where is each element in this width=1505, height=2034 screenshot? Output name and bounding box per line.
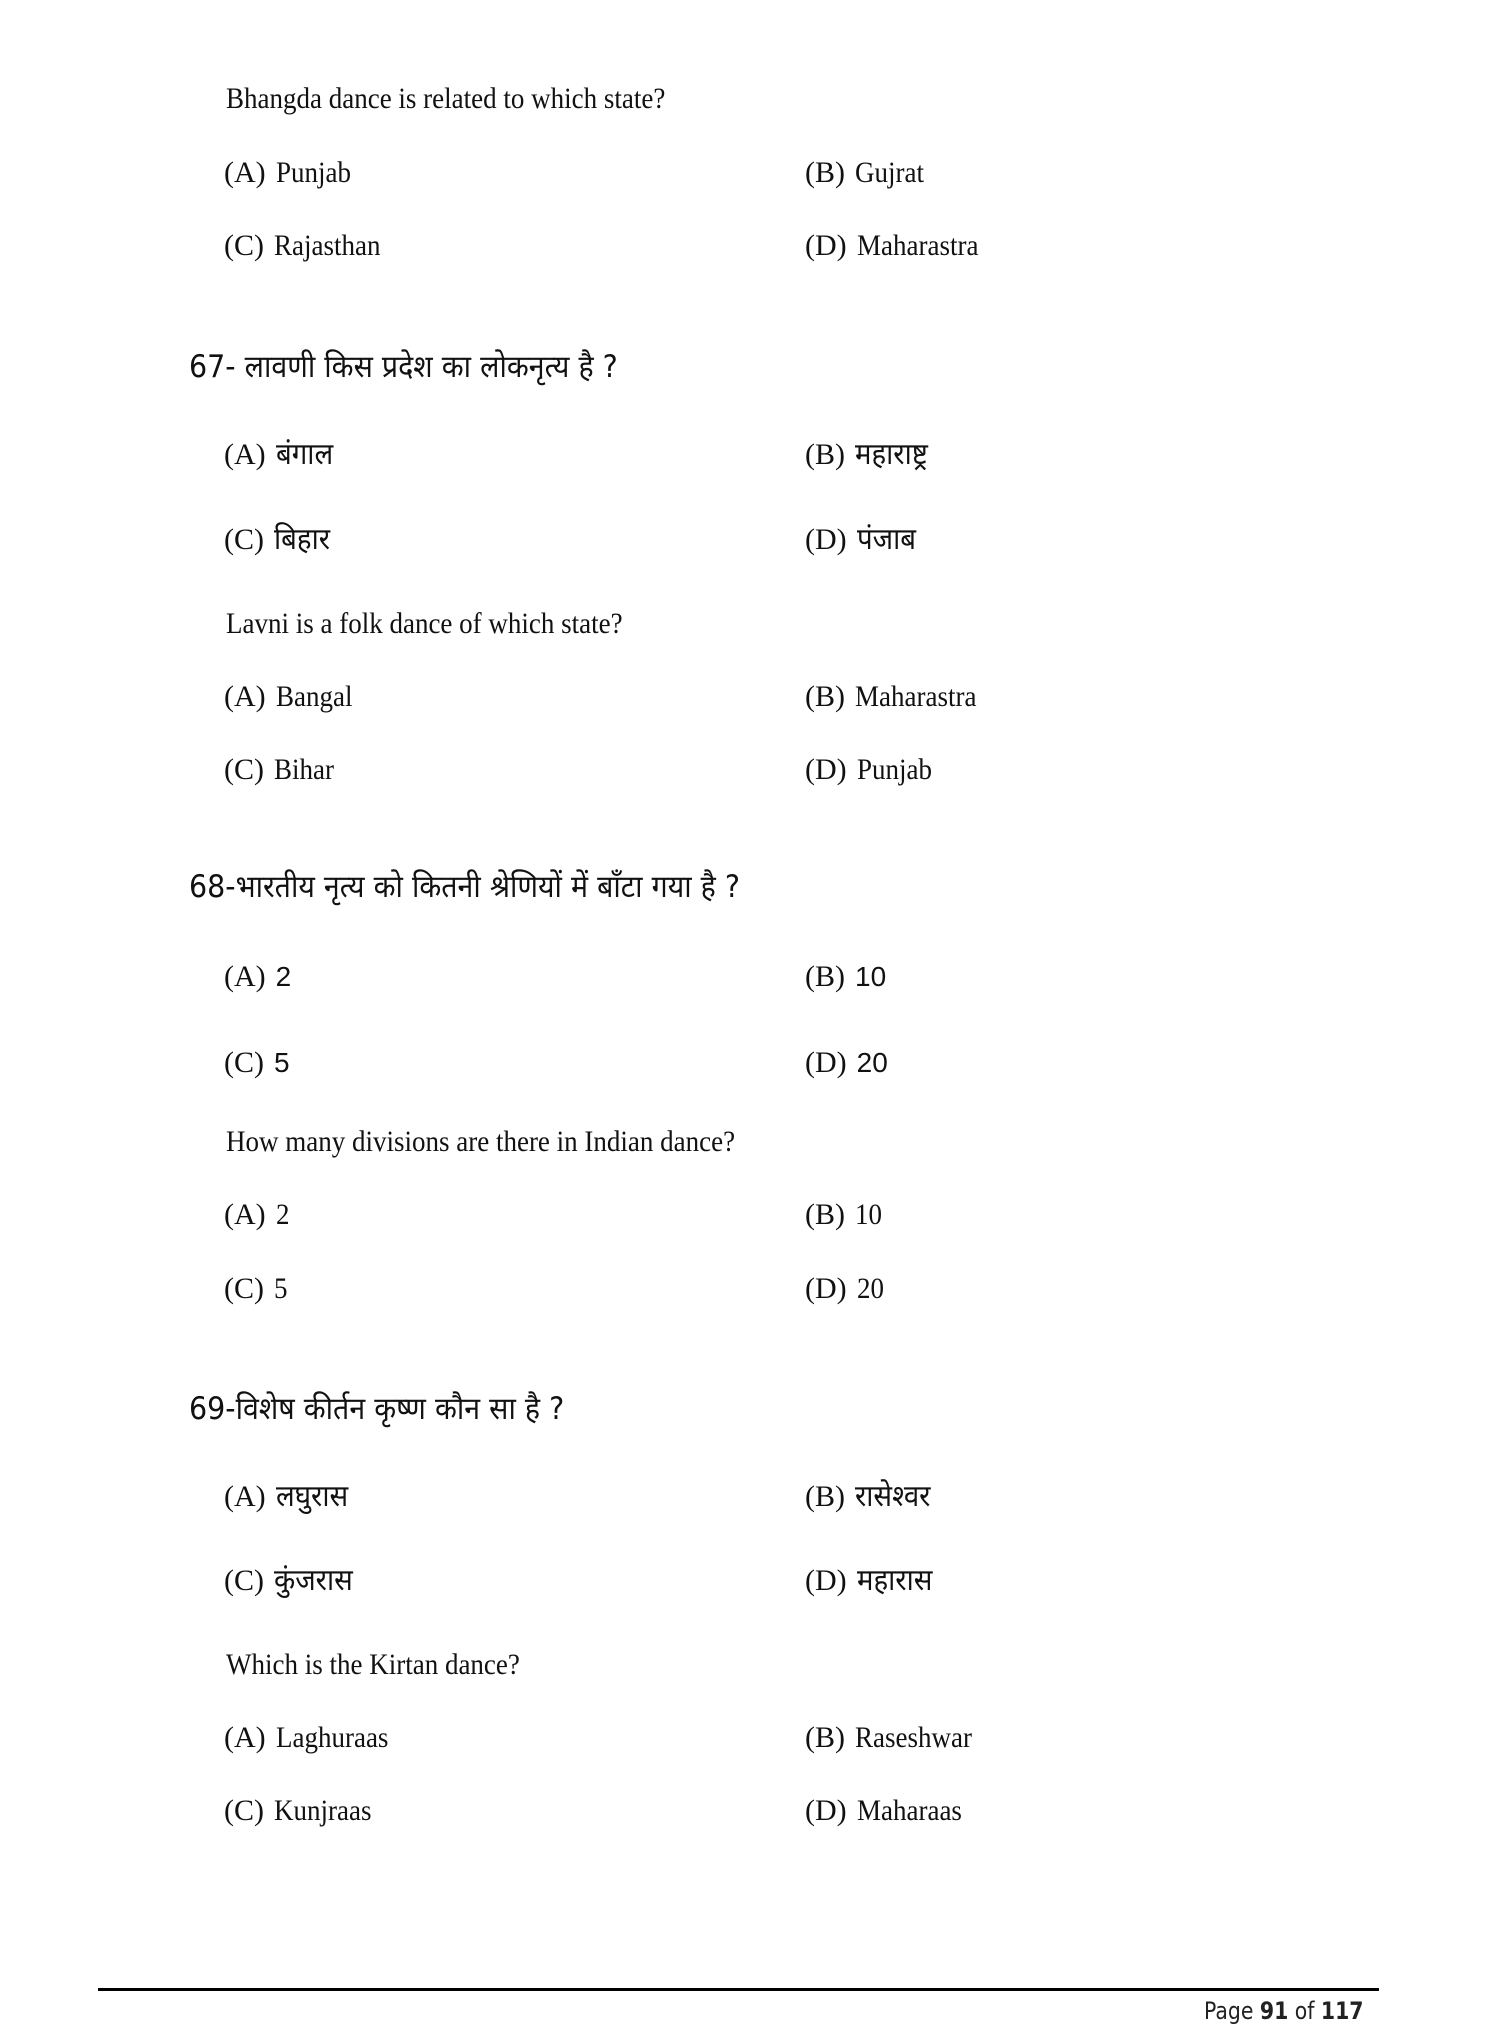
option-a [224, 437, 338, 472]
page-current: 91 [1259, 1997, 1289, 2025]
option-label: (D) [805, 1564, 847, 1597]
option-label: (B) [805, 1721, 845, 1754]
option-label: (A) [224, 1480, 266, 1513]
option-label: (A) [224, 1198, 266, 1231]
option-text: 2 [275, 1198, 290, 1231]
question-text: 69-विशेष कीर्तन कृष्ण कौन सा है ? [189, 1391, 565, 1427]
question-text: How many divisions are there in Indian dance? [226, 1125, 736, 1158]
option-a [224, 1479, 354, 1514]
option-label: (D) [805, 229, 847, 262]
option-label: (C) [224, 1046, 264, 1079]
option-text: Kunjraas [274, 1794, 372, 1827]
option-text: 2 [275, 961, 292, 992]
option-c [224, 1048, 290, 1078]
option-text: महारास [856, 1563, 933, 1598]
option-a [224, 962, 291, 992]
option-label: (A) [224, 438, 266, 471]
option-b [805, 437, 934, 472]
option-text: महाराष्ट्र [855, 437, 928, 472]
option-b [805, 1479, 937, 1514]
option-label: (A) [224, 680, 266, 713]
option-a [224, 1200, 291, 1230]
option-text: Maharastra [856, 229, 979, 262]
option-label: (A) [224, 1721, 266, 1754]
option-c [224, 755, 341, 785]
option-text: Laghuraas [275, 1721, 389, 1754]
option-text: Maharaas [856, 1794, 962, 1827]
option-label: (B) [805, 1198, 845, 1231]
option-label: (C) [224, 1794, 264, 1827]
option-text: रासेश्वर [855, 1479, 931, 1514]
option-label: (D) [805, 1046, 847, 1079]
option-text: 10 [855, 961, 887, 992]
option-label: (B) [805, 960, 845, 993]
page-prefix: Page [1204, 1997, 1260, 2025]
option-d [805, 755, 940, 785]
option-a [224, 1723, 401, 1753]
option-a [224, 158, 359, 188]
option-text: 20 [856, 1047, 888, 1078]
option-c [224, 1274, 289, 1304]
option-text: Bangal [275, 680, 353, 713]
option-c [224, 1796, 382, 1826]
option-a [224, 682, 361, 712]
option-b [805, 158, 932, 188]
question-text: 67- लावणी किस प्रदेश का लोकनृत्य है ? [189, 349, 618, 385]
option-text: लघुरास [275, 1479, 348, 1514]
option-label: (D) [805, 753, 847, 786]
option-d [805, 1274, 887, 1304]
option-text: Gujrat [855, 156, 924, 189]
question-text: Which is the Kirtan dance? [226, 1648, 520, 1681]
option-text: 5 [274, 1272, 288, 1305]
option-label: (A) [224, 960, 266, 993]
option-label: (B) [805, 1480, 845, 1513]
option-d [805, 1048, 888, 1078]
option-b [805, 1200, 885, 1230]
option-text: Raseshwar [855, 1721, 972, 1754]
option-d [805, 231, 992, 261]
option-label: (C) [224, 229, 264, 262]
option-c [224, 1563, 360, 1598]
option-text: बिहार [274, 522, 331, 557]
question-text: Lavni is a folk dance of which state? [226, 607, 623, 640]
option-text: 10 [855, 1198, 882, 1231]
option-label: (C) [224, 753, 264, 786]
option-text: कुंजरास [274, 1563, 353, 1598]
option-c [224, 231, 392, 261]
page-number [1204, 1997, 1363, 2025]
option-c [224, 522, 335, 557]
option-b [805, 682, 990, 712]
option-text: 20 [856, 1272, 884, 1305]
page-total: 117 [1320, 1997, 1364, 2025]
option-d [805, 1563, 939, 1598]
question-text: 68-भारतीय नृत्य को कितनी श्रेणियों में बाँटा गया है ? [189, 869, 741, 905]
option-label: (D) [805, 1794, 847, 1827]
option-d [805, 1796, 973, 1826]
option-label: (C) [224, 1272, 264, 1305]
option-text: Punjab [275, 156, 351, 189]
option-text: Maharastra [855, 680, 977, 713]
option-text: Punjab [856, 753, 932, 786]
option-label: (A) [224, 156, 266, 189]
footer-divider [98, 1988, 1379, 1991]
option-text: 5 [274, 1047, 290, 1078]
option-label: (D) [805, 523, 847, 556]
option-label: (D) [805, 1272, 847, 1305]
question-text: Bhangda dance is related to which state? [226, 82, 666, 115]
option-b [805, 1723, 985, 1753]
option-text: Bihar [274, 753, 334, 786]
option-b [805, 962, 886, 992]
option-text: Rajasthan [274, 229, 381, 262]
option-text: बंगाल [275, 437, 333, 472]
option-d [805, 522, 921, 557]
option-text: पंजाब [856, 522, 916, 557]
option-label: (C) [224, 523, 264, 556]
option-label: (B) [805, 680, 845, 713]
page-sep: of [1288, 1997, 1321, 2025]
option-label: (B) [805, 156, 845, 189]
option-label: (C) [224, 1564, 264, 1597]
option-label: (B) [805, 438, 845, 471]
